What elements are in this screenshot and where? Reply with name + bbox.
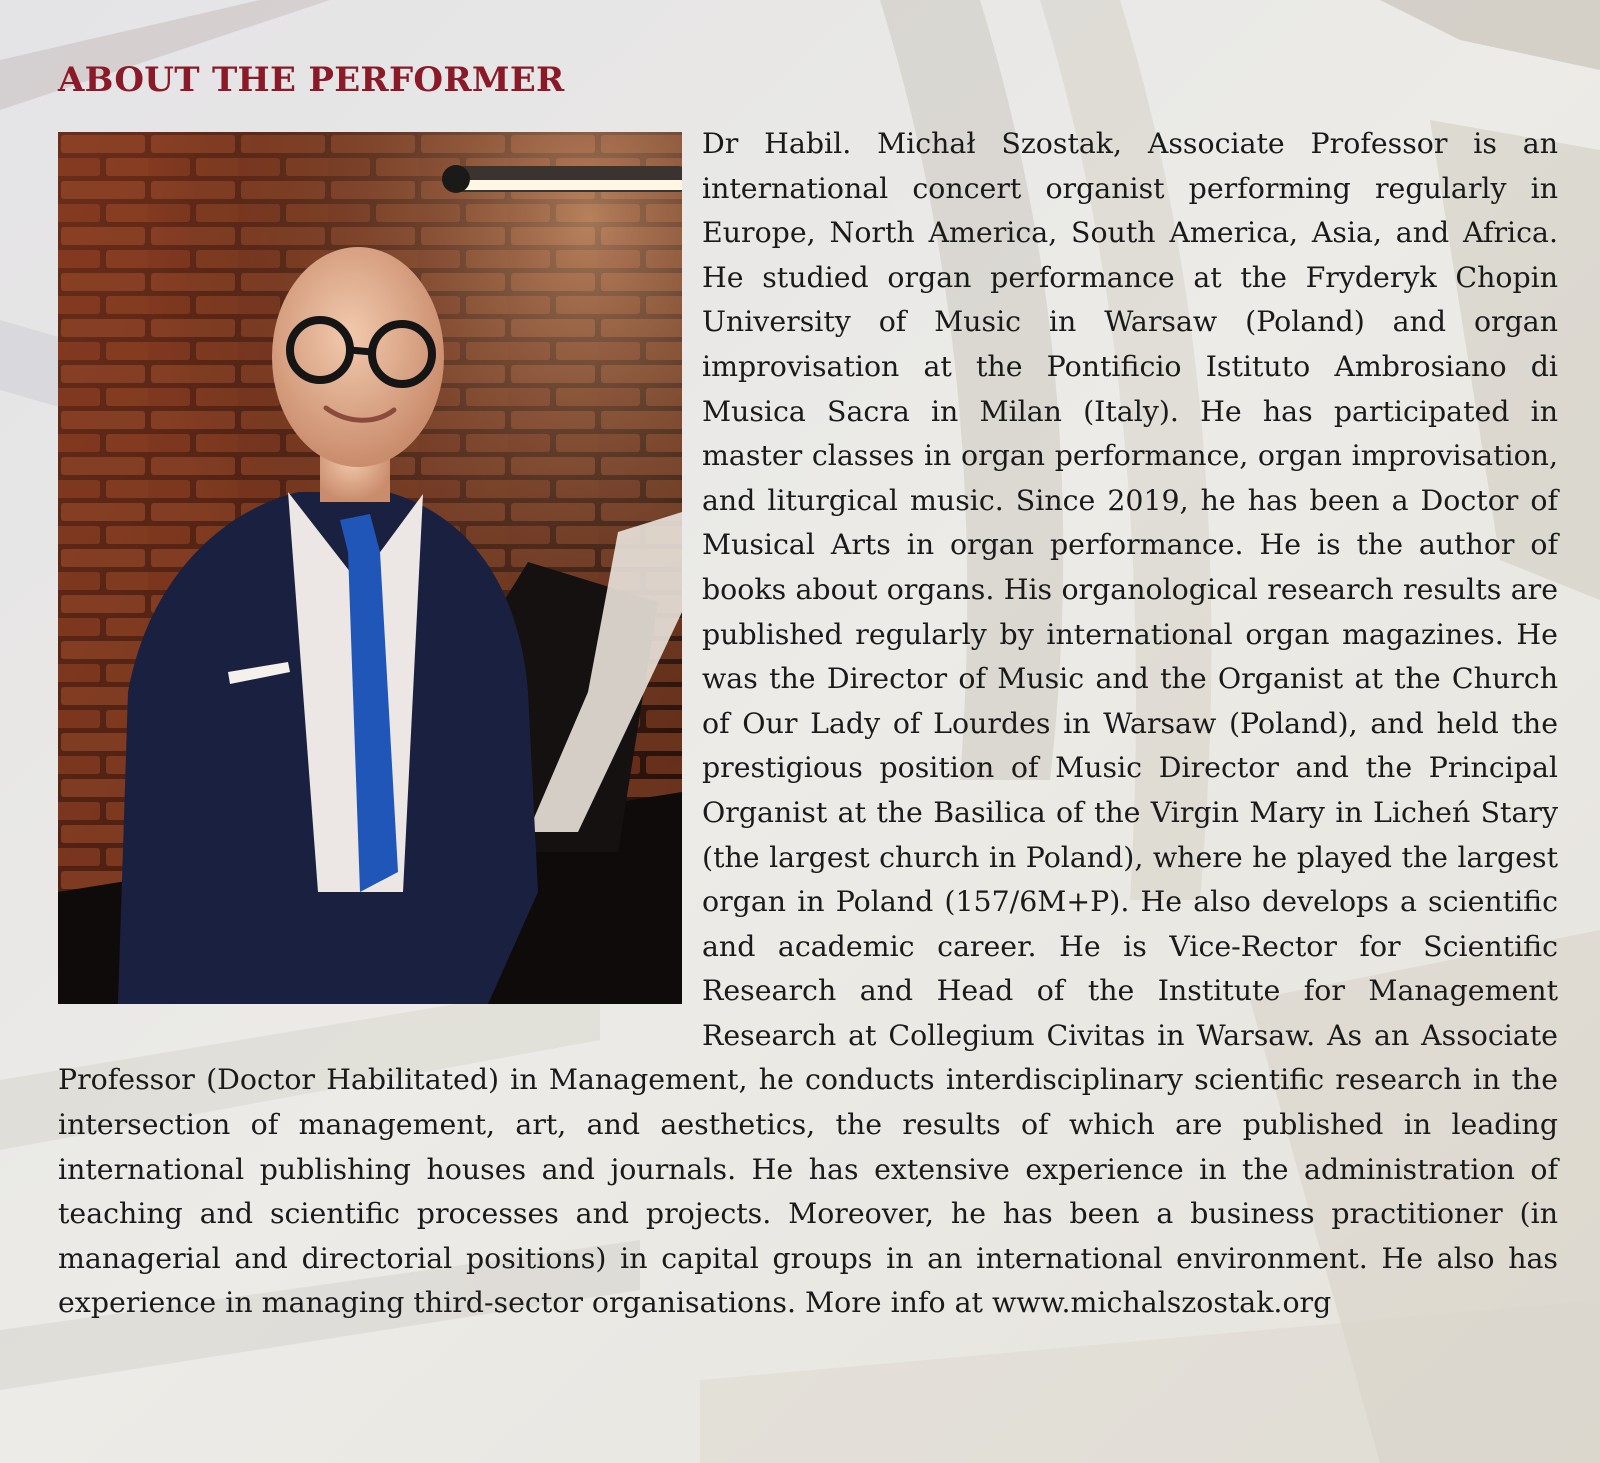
about-section xyxy=(58,58,1558,1418)
more-info-line: More info at www.michalszostak.org xyxy=(805,1286,1332,1320)
performer-portrait xyxy=(58,132,682,1004)
section-heading: ABOUT THE PERFORMER xyxy=(58,60,565,100)
bio-paragraph: Dr Habil. Michał Szostak, Associate Professor is an international concert organist performing regularly in Europe, North America, South America, Asia, and Africa. He studied organ performance at the Fryderyk Chopin University of Music in Warsaw (Poland) and organ improvisation at the Pontificio Istituto Ambrosiano di Musica Sacra in Milan (Italy). He has participated in master classes in organ performance, organ improvisation, and liturgical music. Since 2019, he has been a Doctor of Musical Arts in organ performance. He is the author of books about organs. His organological research results are published regularly by international organ magazines. He was the Director of Music and the Organist at the Church of Our Lady of Lourdes in Warsaw (Poland), and held the prestigious position of Music Director and the Principal Organist at the Basilica of the Virgin Mary in Licheń Stary (the largest church in Poland), where he played the largest organ in Poland (157/6M+P). He also develops a scientific and academic career. He is Vice-Rector for Scientific Research and Head of the Institute for Management Research at Collegium Civitas in Warsaw. As an Associate Professor (Doctor Habilitated) in Management, he conducts interdisciplinary scientific research in the intersection of management, art, and aesthetics, the results of which are published in leading international publishing houses and journals. He has extensive experience in the administration of teaching and scientific processes and projects. Moreover, he has been a business practitioner (in managerial and directorial positions) in capital groups in an international environment. He also has experience in managing third-sector organisations. xyxy=(58,127,1558,1320)
bio-text-block xyxy=(58,122,1558,1326)
